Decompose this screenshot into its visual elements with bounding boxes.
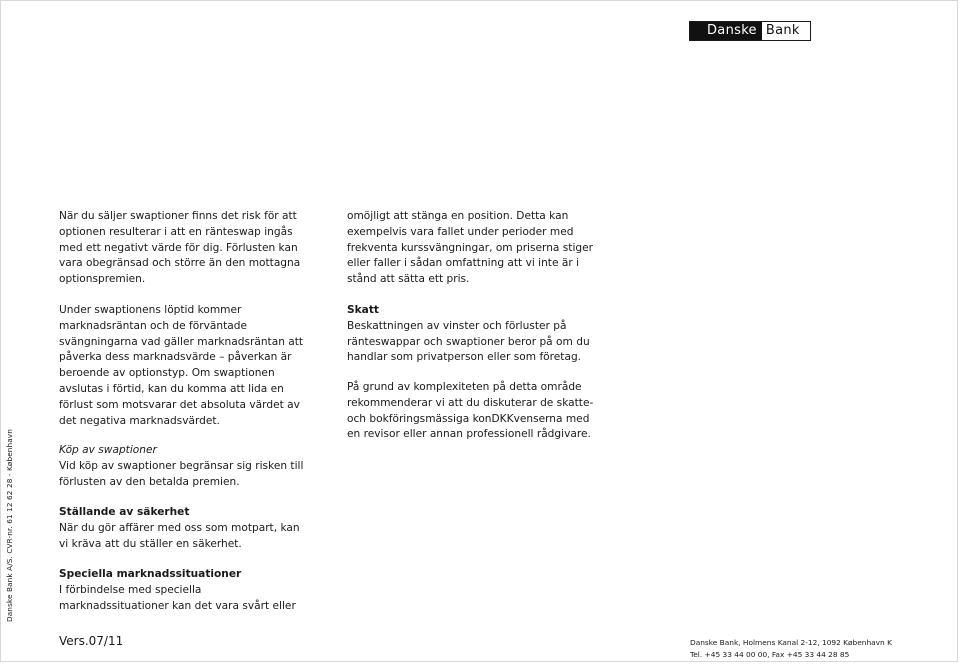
logo-danske: Danske: [690, 22, 762, 40]
text-line: marknadsräntan och de förväntade: [59, 319, 247, 332]
text-line: rekommenderar vi att du diskuterar de skatte-: [347, 396, 594, 409]
text-line: ränteswappar och swaptioner beror på om du: [347, 335, 590, 348]
text-line: Vid köp av swaptioner begränsar sig risken till: [59, 459, 304, 472]
text-line: När du gör affärer med oss som motpart, kan: [59, 521, 300, 534]
text-line: marknadssituationer kan det vara svårt eller: [59, 599, 296, 612]
footer-line: Danske Bank, Holmens Kanal 2-12, 1092 København K: [690, 638, 892, 647]
text-line: en revisor eller annan professionell rådgivare.: [347, 428, 591, 441]
text-line: optionspremien.: [59, 273, 146, 286]
special-situations-section: [59, 567, 309, 614]
footer-address: [690, 637, 892, 661]
text-line: avslutas i förtid, kan du komma att lida en: [59, 382, 284, 395]
text-line: förlust som motsvarar det absoluta värdet av: [59, 398, 300, 411]
market-value-paragraph: [59, 303, 309, 429]
tax-section: [347, 303, 607, 366]
text-line: eller faller i sådan omfattning att vi inte är i: [347, 257, 580, 270]
tax-heading: Skatt: [347, 304, 379, 316]
text-line: exempelvis vara fallet under perioder med: [347, 225, 574, 238]
text-line: frekventa kurssvängningar, om priserna stiger: [347, 241, 593, 254]
logo-bank: Bank: [762, 22, 804, 40]
collateral-section: [59, 505, 309, 552]
danske-bank-logo: [689, 21, 811, 41]
special-heading: Speciella marknadssituationer: [59, 568, 242, 580]
text-line: I förbindelse med speciella: [59, 583, 202, 596]
text-line: det negativa marknadsvärdet.: [59, 414, 220, 427]
version-label: Vers.07/11: [59, 634, 124, 648]
text-line: stånd att sätta ett pris.: [347, 273, 470, 286]
text-line: vi kräva att du ställer en säkerhet.: [59, 537, 242, 550]
text-line: svängningarna vad gäller marknadsräntan att: [59, 335, 304, 348]
text-line: påverka dess marknadsvärde – påverkan är: [59, 351, 292, 364]
text-line: handlar som privatperson eller som företag.: [347, 351, 582, 364]
text-line: Under swaptionens löptid kommer: [59, 304, 242, 316]
text-line: Beskattningen av vinster och förluster på: [347, 319, 567, 332]
text-line: förlusten av den betalda premien.: [59, 475, 240, 488]
text-line: beroende av optionstyp. Om swaptionen: [59, 367, 275, 380]
text-line: omöjligt att stänga en position. Detta kan: [347, 210, 569, 222]
collateral-heading: Ställande av säkerhet: [59, 506, 190, 518]
text-line: vara obegränsad och större än den mottagna: [59, 257, 301, 270]
text-line: När du säljer swaptioner finns det risk för att: [59, 210, 297, 222]
text-line: optionen resulterar i att en ränteswap ingås: [59, 225, 293, 238]
intro-paragraph: [59, 209, 309, 288]
tax-advice-paragraph: [347, 380, 607, 443]
buy-heading: Köp av swaptioner: [59, 444, 157, 456]
closing-position-paragraph: [347, 209, 607, 288]
buy-section: [59, 443, 309, 490]
text-line: På grund av komplexiteten på detta område: [347, 381, 582, 393]
text-line: med ett negativt värde för dig. Förlusten kan: [59, 241, 298, 254]
text-line: och bokföringsmässiga konDKKvenserna med: [347, 412, 590, 425]
company-registration-text: Danske Bank A/S. CVR-nr. 61 12 62 28 - København: [5, 429, 14, 622]
footer-line: Tel. +45 33 44 00 00, Fax +45 33 44 28 85: [690, 650, 850, 659]
